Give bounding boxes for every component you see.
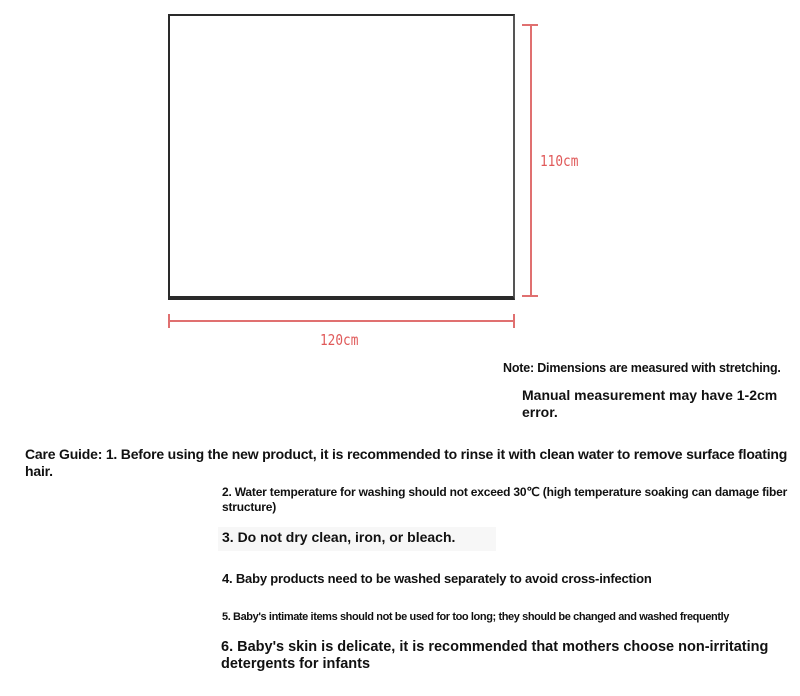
product-outline-rectangle	[168, 14, 515, 300]
height-dimension-bottom-cap	[522, 295, 538, 297]
care-guide-item-6: 6. Baby's skin is delicate, it is recommended that mothers choose non-irritating detergents for infants	[221, 639, 769, 672]
care-guide-item-3: 3. Do not dry clean, iron, or bleach.	[218, 527, 496, 551]
care-guide-item-2: 2. Water temperature for washing should not exceed 30℃ (high temperature soaking can damage fiber structure)	[222, 485, 788, 514]
measurement-error-note: Manual measurement may have 1-2cm error.	[522, 387, 778, 420]
care-guide-item-4: 4. Baby products need to be washed separately to avoid cross-infection	[222, 571, 652, 586]
stretch-note: Note: Dimensions are measured with stretching.	[503, 361, 781, 375]
care-guide-item-5: 5. Baby's intimate items should not be used for too long; they should be changed and washed frequently	[222, 611, 729, 623]
width-label: 120cm	[320, 331, 359, 349]
height-dimension-line	[530, 25, 532, 297]
care-guide-item-1: Care Guide: 1. Before using the new product, it is recommended to rinse it with clean water to remove surface floating hair.	[25, 446, 788, 479]
width-dimension-right-cap	[513, 314, 515, 328]
width-dimension-line	[168, 320, 515, 322]
height-label: 110cm	[540, 152, 579, 170]
